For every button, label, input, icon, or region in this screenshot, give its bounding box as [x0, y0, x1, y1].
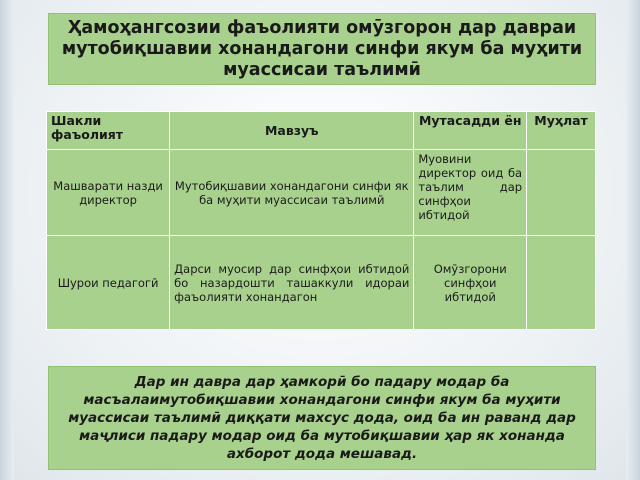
- header-responsible: Мутасадди ён: [414, 112, 527, 150]
- cell-responsible: Муовини директор оид ба таълим дар синфҳои ибтидой: [414, 150, 527, 236]
- header-activity-form: Шакли фаъолият: [47, 112, 170, 150]
- cell-topic: Дарси муосир дар синфҳои ибтидоӣ бо назардошти ташаккули идораи фаъолияти хонандагон: [170, 236, 414, 330]
- cell-form: Машварати назди директор: [47, 150, 170, 236]
- header-topic: Мавзуъ: [170, 112, 414, 150]
- header-deadline: Муҳлат: [527, 112, 596, 150]
- cell-deadline: [527, 150, 596, 236]
- slide-title: Ҳамоҳангсозии фаъолияти омӯзгорон дар давраи мутобиқшавии хонандагони синфи якум ба муҳити муассисаи таълимӣ: [48, 13, 596, 85]
- table-header-row: [47, 112, 596, 150]
- conclusion-text: Дар ин давра дар ҳамкорӣ бо падару модар ба масъалаимутобиқшавии хонандагони синфи якум ба муҳити муассисаи таълимӣ диққати махсус дода, оид ба ин раванд дар маҷлиси падару модар оид ба мутобиқшавии ҳар як хонанда ахборот дода мешавад.: [48, 366, 596, 470]
- activity-table: [46, 111, 596, 330]
- cell-form: Шурои педагогӣ: [47, 236, 170, 330]
- table-row: [47, 150, 596, 236]
- cell-topic: Мутобиқшавии хонандагони синфи як ба муҳити муассисаи таълимӣ: [170, 150, 414, 236]
- table-row: [47, 236, 596, 330]
- left-decoration: [0, 0, 14, 480]
- cell-responsible: Омӯзгорони синфҳои ибтидоӣ: [414, 236, 527, 330]
- right-decoration: [626, 0, 640, 480]
- cell-deadline: [527, 236, 596, 330]
